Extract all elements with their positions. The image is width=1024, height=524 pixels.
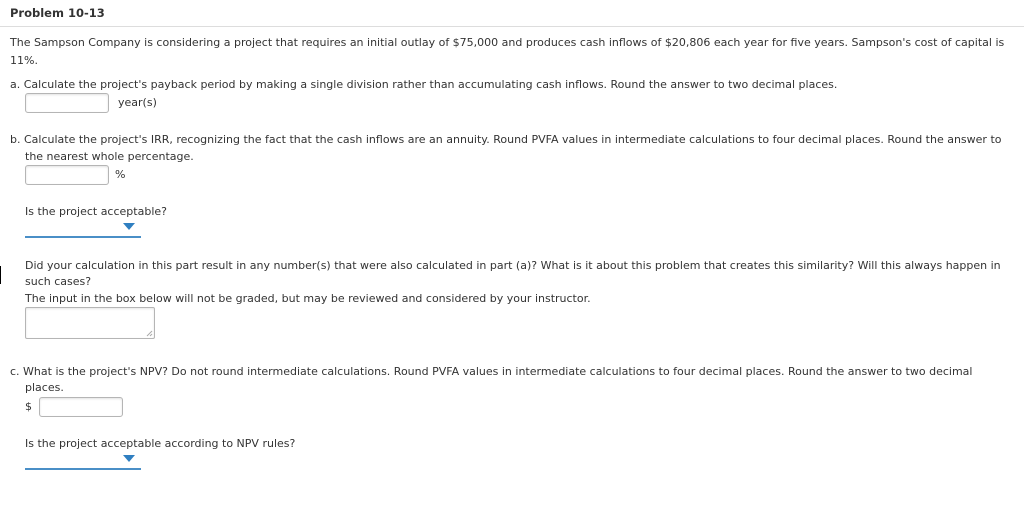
part-b-question-line2: the nearest whole percentage. [25, 150, 194, 163]
chevron-down-icon [123, 455, 135, 462]
similarity-question-line1: Did your calculation in this part result in any number(s) that were also calculated in part (a)? What is it about this problem that creates this similarity? Will this always happen in [25, 259, 1001, 272]
part-a-question: a. Calculate the project's payback period by making a single division rather than accumulating cash inflows. Round the answer to two decimal places. [10, 78, 838, 91]
currency-symbol: $ [25, 400, 32, 413]
irr-acceptable-dropdown[interactable] [25, 222, 141, 238]
intro-text-line1: The Sampson Company is considering a project that requires an initial outlay of $75,000 and produces cash inflows of $20,806 each year for five years. Sampson's cost of capital is [10, 36, 1005, 49]
part-c-question-line1: c. What is the project's NPV? Do not round intermediate calculations. Round PVFA values in intermediate calculations to four decimal places. Round the answer to two decimal [10, 365, 973, 378]
title-divider [0, 26, 1024, 27]
resize-grip-icon[interactable] [146, 330, 153, 337]
irr-input[interactable] [25, 165, 109, 185]
chevron-down-icon [123, 223, 135, 230]
part-b-question-line1: b. Calculate the project's IRR, recognizing the fact that the cash inflows are an annuity. Round PVFA values in intermediate calculations to four decimal places. Round the answer to [10, 133, 1002, 146]
intro-text-line2: 11%. [10, 54, 38, 67]
page-title: Problem 10-13 [10, 6, 105, 20]
payback-unit-label: year(s) [118, 96, 157, 109]
similarity-answer-textarea[interactable] [25, 307, 155, 339]
ungraded-note: The input in the box below will not be graded, but may be reviewed and considered by your instructor. [25, 292, 591, 305]
npv-input[interactable] [39, 397, 123, 417]
irr-unit-label: % [115, 168, 126, 181]
irr-acceptable-question: Is the project acceptable? [25, 205, 167, 218]
similarity-question-line2: such cases? [25, 275, 92, 288]
left-edge-marker [0, 266, 1, 284]
payback-period-input[interactable] [25, 93, 109, 113]
npv-acceptable-dropdown[interactable] [25, 454, 141, 470]
npv-acceptable-question: Is the project acceptable according to NPV rules? [25, 437, 296, 450]
part-c-question-line2: places. [25, 381, 64, 394]
